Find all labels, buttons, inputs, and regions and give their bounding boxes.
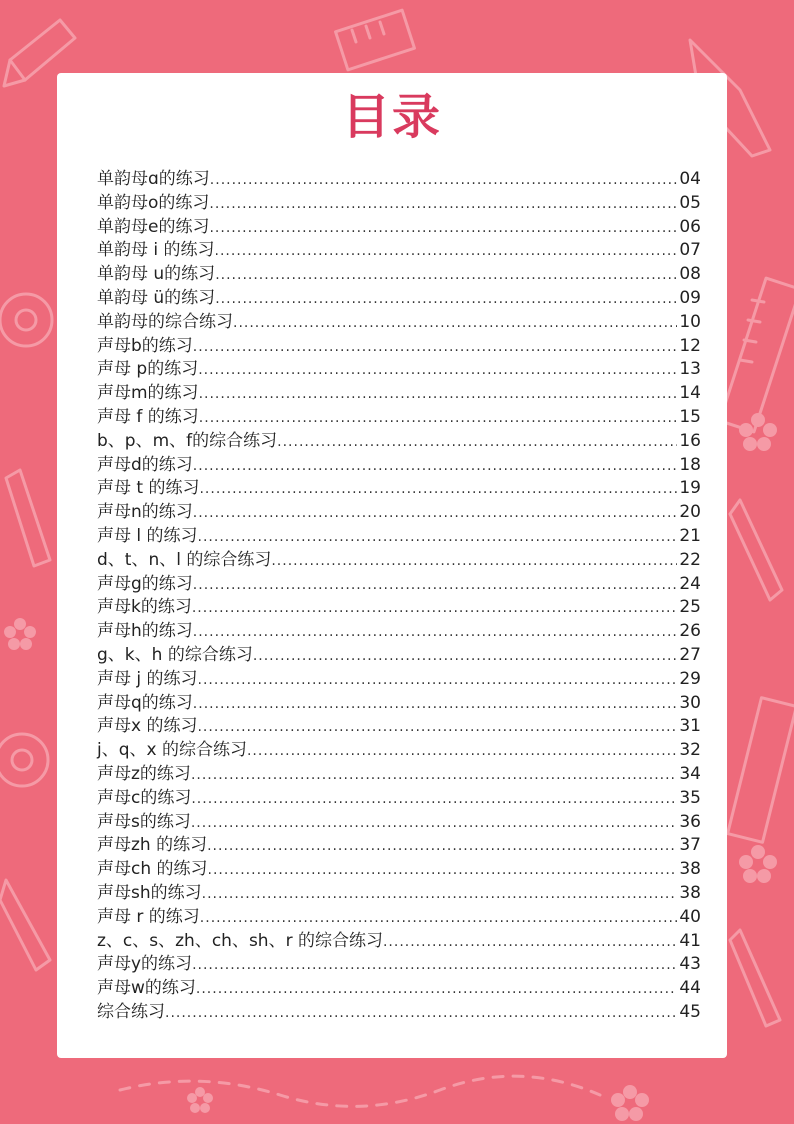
toc-entry[interactable]: [97, 977, 701, 1001]
toc-entry[interactable]: [97, 596, 701, 620]
toc-entry-label: 声母n的练习: [97, 502, 193, 523]
toc-entry-label: 声母ch 的练习: [97, 859, 208, 880]
marker-icon: [730, 930, 780, 1026]
toc-entry-label: 声母zh 的练习: [97, 835, 208, 856]
toc-entry-page-number: 37: [679, 835, 701, 856]
toc-dot-leader: [193, 502, 678, 526]
toc-entry[interactable]: [97, 763, 701, 787]
toc-entry-label: 声母sh的练习: [97, 882, 202, 903]
toc-entry[interactable]: [97, 263, 701, 287]
ruler-icon: [728, 698, 794, 843]
toc-dot-leader: [191, 788, 677, 812]
toc-entry-page-number: 21: [679, 525, 701, 546]
toc-entry-page-number: 24: [679, 573, 701, 594]
content-card: [57, 73, 727, 1058]
toc-entry-label: 单韵母ɑ的练习: [97, 169, 210, 189]
toc-entry-label: b、p、m、f的综合练习: [97, 430, 278, 451]
toc-entry-label: 声母q的练习: [97, 692, 193, 713]
toc-entry-page-number: 43: [679, 954, 701, 975]
ruler-icon: [720, 278, 794, 432]
toc-entry-page-number: 10: [679, 311, 701, 332]
toc-entry-label: 声母m的练习: [97, 383, 199, 404]
toc-dot-leader: [253, 645, 678, 669]
toc-entry-page-number: 08: [679, 264, 701, 285]
toc-entry-label: z、c、s、zh、ch、sh、r 的综合练习: [97, 930, 383, 951]
toc-entry[interactable]: [97, 787, 701, 811]
flower-icon: [187, 1087, 213, 1113]
toc-dot-leader: [210, 169, 678, 193]
tape-icon: [0, 294, 52, 346]
toc-entry-page-number: 16: [679, 430, 701, 451]
toc-dot-leader: [193, 336, 678, 360]
toc-entry-page-number: 29: [679, 668, 701, 689]
toc-entry-label: 声母 l 的练习: [97, 525, 198, 546]
toc-dot-leader: [198, 359, 677, 383]
toc-entry[interactable]: [97, 1001, 701, 1025]
toc-dot-leader: [193, 455, 678, 479]
toc-entry-label: 声母h的练习: [97, 621, 193, 642]
toc-entry-label: 声母b的练习: [97, 335, 193, 356]
toc-entry-label: 声母 j 的练习: [97, 668, 198, 689]
pencil-icon: [0, 880, 50, 970]
toc-entry-page-number: 18: [679, 454, 701, 475]
toc-dot-leader: [207, 835, 677, 859]
toc-dot-leader: [198, 526, 678, 550]
toc-entry-label: 声母c的练习: [97, 787, 192, 808]
toc-entry-page-number: 26: [679, 621, 701, 642]
toc-entry-page-number: 06: [679, 216, 701, 237]
toc-dot-leader: [271, 550, 677, 574]
toc-entry[interactable]: [97, 620, 701, 644]
toc-dot-leader: [208, 859, 678, 883]
toc-dot-leader: [198, 669, 678, 693]
marker-icon: [6, 470, 50, 566]
toc-entry-label: 声母g的练习: [97, 573, 193, 594]
toc-entry[interactable]: [97, 335, 701, 359]
toc-dot-leader: [191, 812, 678, 836]
toc-entry[interactable]: [97, 715, 701, 739]
flower-icon: [739, 413, 777, 451]
toc-entry[interactable]: [97, 525, 701, 549]
tape-icon: [0, 734, 48, 786]
toc-entry-page-number: 40: [679, 906, 701, 927]
toc-entry[interactable]: [97, 739, 701, 763]
toc-entry[interactable]: [97, 311, 701, 335]
toc-dot-leader: [233, 312, 677, 336]
toc-entry-page-number: 31: [679, 716, 701, 737]
toc-dot-leader: [192, 597, 678, 621]
toc-entry[interactable]: [97, 549, 701, 573]
toc-dot-leader: [215, 240, 678, 264]
toc-entry-label: 综合练习: [97, 1001, 165, 1022]
toc-dot-leader: [196, 978, 677, 1002]
toc-dot-leader: [199, 407, 678, 431]
toc-entry-page-number: 30: [679, 692, 701, 713]
toc-entry[interactable]: [97, 406, 701, 430]
toc-entry-label: 单韵母 ü的练习: [97, 287, 216, 308]
toc-entry[interactable]: [97, 930, 701, 954]
toc-dot-leader: [247, 740, 677, 764]
ruler-icon: [336, 10, 415, 70]
toc-entry[interactable]: [97, 239, 701, 263]
toc-entry-label: 声母s的练习: [97, 811, 191, 832]
toc-entry-label: 声母 r 的练习: [97, 906, 200, 927]
toc-entry-label: 声母 t 的练习: [97, 478, 200, 499]
toc-entry-label: 单韵母e的练习: [97, 216, 210, 237]
toc-entry-label: 声母w的练习: [97, 978, 196, 999]
toc-entry-page-number: 22: [679, 549, 701, 570]
toc-entry-page-number: 38: [679, 859, 701, 880]
toc-dot-leader: [193, 693, 678, 717]
toc-entry-label: 单韵母 i 的练习: [97, 240, 215, 261]
toc-entry[interactable]: [97, 834, 701, 858]
toc-dot-leader: [209, 217, 677, 241]
toc-entry-page-number: 09: [679, 287, 701, 308]
toc-dot-leader: [199, 383, 678, 407]
toc-entry-page-number: 32: [679, 740, 701, 761]
toc-entry[interactable]: [97, 501, 701, 525]
toc-entry-page-number: 35: [679, 787, 701, 808]
toc-entry-label: 声母 f 的练习: [97, 406, 199, 427]
toc-entry-label: 声母k的练习: [97, 597, 192, 618]
toc-dot-leader: [193, 621, 678, 645]
toc-entry-page-number: 14: [679, 383, 701, 404]
toc-entry[interactable]: [97, 882, 701, 906]
toc-entry-page-number: 05: [679, 192, 701, 213]
toc-entry[interactable]: [97, 668, 701, 692]
toc-entry[interactable]: [97, 192, 701, 216]
toc-entry-label: 声母z的练习: [97, 763, 191, 784]
toc-entry[interactable]: [97, 477, 701, 501]
toc-dot-leader: [215, 264, 677, 288]
toc-entry[interactable]: [97, 953, 701, 977]
toc-entry[interactable]: [97, 168, 701, 192]
toc-dot-leader: [209, 193, 677, 217]
toc-entry[interactable]: [97, 216, 701, 240]
toc-entry-page-number: 25: [679, 597, 701, 618]
toc-entry-label: 单韵母的综合练习: [97, 311, 233, 332]
toc-entry[interactable]: [97, 644, 701, 668]
toc-entry-page-number: 15: [679, 406, 701, 427]
toc-entry[interactable]: [97, 430, 701, 454]
toc-entry-page-number: 07: [679, 240, 701, 261]
toc-entry-label: 单韵母o的练习: [97, 192, 210, 213]
toc-entry-page-number: 34: [679, 763, 701, 784]
flower-icon: [611, 1085, 649, 1121]
toc-entry[interactable]: [97, 454, 701, 478]
toc-entry[interactable]: [97, 382, 701, 406]
toc-entry-label: d、t、n、l 的综合练习: [97, 549, 272, 570]
toc-entry-page-number: 12: [679, 335, 701, 356]
toc-entry-page-number: 13: [679, 359, 701, 380]
flower-icon: [739, 845, 777, 883]
toc-entry-page-number: 04: [679, 169, 701, 189]
page-title: 目录: [341, 89, 442, 145]
toc-entry[interactable]: [97, 811, 701, 835]
toc-dot-leader: [191, 764, 677, 788]
toc-dot-leader: [192, 954, 677, 978]
toc-dot-leader: [383, 931, 677, 955]
toc-entry-page-number: 45: [679, 1001, 701, 1022]
toc-entry-page-number: 19: [679, 478, 701, 499]
toc-dot-leader: [215, 288, 677, 312]
toc-entry[interactable]: [97, 573, 701, 597]
toc-entry-label: 声母y的练习: [97, 954, 193, 975]
toc-dot-leader: [197, 716, 677, 740]
toc-entry-page-number: 44: [679, 978, 701, 999]
toc-entry-page-number: 38: [679, 882, 701, 903]
toc-entry[interactable]: [97, 692, 701, 716]
toc-entry-label: j、q、x 的综合练习: [97, 740, 247, 761]
flower-icon: [4, 618, 36, 650]
toc-entry[interactable]: [97, 358, 701, 382]
toc-entry-page-number: 41: [679, 930, 701, 951]
toc-entry-page-number: 27: [679, 644, 701, 665]
toc-entry-page-number: 20: [679, 502, 701, 523]
toc-entry-label: 声母d的练习: [97, 454, 193, 475]
toc-entry-label: g、k、h 的综合练习: [97, 644, 253, 665]
toc-entry-label: 声母x 的练习: [97, 716, 198, 737]
toc-entry[interactable]: [97, 858, 701, 882]
toc-dot-leader: [277, 431, 677, 455]
toc-entry[interactable]: [97, 906, 701, 930]
toc-dot-leader: [165, 1002, 677, 1026]
toc-entry-label: 声母 p的练习: [97, 359, 199, 380]
toc-dot-leader: [193, 574, 678, 598]
table-of-contents: [97, 168, 701, 1025]
toc-dot-leader: [199, 478, 677, 502]
toc-entry-label: 单韵母 u的练习: [97, 264, 216, 285]
toc-dot-leader: [202, 883, 678, 907]
toc-dot-leader: [200, 907, 678, 931]
pencil-icon: [730, 500, 782, 600]
toc-entry[interactable]: [97, 287, 701, 311]
toc-entry-page-number: 36: [679, 811, 701, 832]
